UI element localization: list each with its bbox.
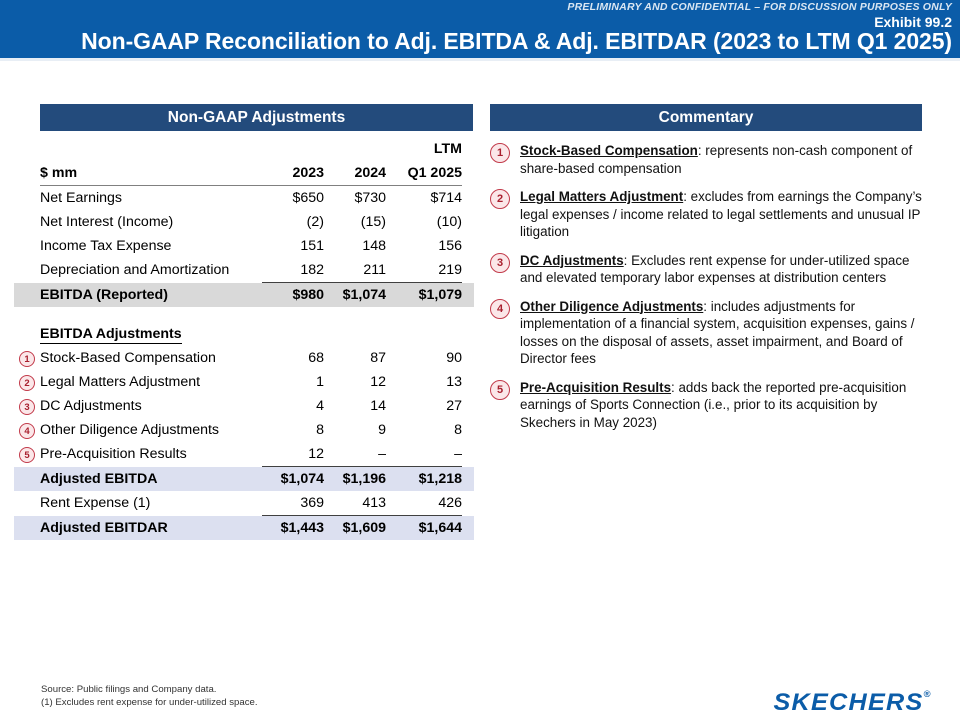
row-value: $1,609 (324, 516, 386, 541)
skechers-logo (774, 689, 932, 717)
row-pad (462, 491, 474, 516)
commentary-term: DC Adjustments (520, 252, 624, 268)
row-pad (462, 467, 474, 492)
header-pad (14, 137, 40, 161)
registered-trademark-icon: ® (923, 689, 932, 699)
row-value: 13 (446, 374, 462, 390)
marker-circle-4: 4 (19, 423, 35, 439)
commentary-item (490, 142, 930, 177)
row-value: $1,218 (386, 467, 462, 492)
row-label: DC Adjustments (40, 398, 142, 414)
commentary-marker (490, 379, 520, 400)
header-pad (14, 161, 40, 186)
row-marker-empty (14, 516, 40, 541)
commentary-item (490, 188, 930, 241)
commentary-text (520, 142, 930, 177)
commentary-text (520, 252, 930, 287)
table-subheading-text: EBITDA Adjustments (40, 326, 182, 342)
commentary-term: Other Diligence Adjustments (520, 298, 704, 314)
row-pad (462, 283, 474, 308)
row-pad (462, 234, 474, 258)
row-value: $1,079 (386, 283, 462, 308)
row-marker (14, 442, 40, 467)
column-header-top (262, 137, 324, 161)
commentary-marker (490, 142, 520, 163)
row-value: (10) (436, 214, 462, 230)
row-value: $650 (262, 186, 324, 211)
table-row (14, 346, 474, 370)
commentary-description: : adds back the reported pre-acquisition earnings of Sports Connection (i.e., prior to its acquisition by Skechers in May 2023) (520, 379, 907, 430)
row-value: – (378, 446, 386, 462)
commentary-description: : represents non-cash component of share-based compensation (520, 143, 913, 176)
table-row (14, 370, 474, 394)
row-value: 219 (438, 262, 462, 278)
table-subheading (40, 322, 474, 346)
page-title: Non-GAAP Reconciliation to Adj. EBITDA & Adj. EBITDAR (2023 to LTM Q1 2025) (81, 28, 952, 54)
column-header: Q1 2025 (407, 165, 462, 181)
row-label: Legal Matters Adjustment (40, 374, 201, 390)
skechers-logo-text: SKECHERS (773, 689, 924, 716)
row-value: 151 (300, 238, 324, 254)
commentary-term: Pre-Acquisition Results (520, 379, 672, 395)
row-value: 1 (316, 374, 324, 390)
row-value: $1,196 (324, 467, 386, 492)
section-header-non-gaap-adjustments (40, 104, 473, 131)
row-marker-empty (14, 234, 40, 258)
section-header-non-gaap-label: Non-GAAP Adjustments (167, 108, 346, 126)
commentary-text (520, 379, 930, 432)
row-value: $1,644 (386, 516, 462, 541)
row-pad (462, 442, 474, 467)
commentary-list (490, 142, 930, 442)
row-value: $1,443 (262, 516, 324, 541)
footnote-block (41, 684, 258, 709)
row-value: 426 (438, 495, 462, 511)
table-row (14, 467, 474, 492)
table-row (14, 516, 474, 541)
non-gaap-reconciliation-table (14, 137, 474, 540)
commentary-description: : includes adjustments for implementation of a financial system, acquisition expenses, gains / losses on the disposal of assets, asset impairment, and Board of Director fees (520, 298, 915, 366)
row-marker (14, 370, 40, 394)
table-row (14, 283, 474, 308)
row-marker-empty (14, 491, 40, 516)
commentary-marker (490, 298, 520, 319)
row-value: 182 (300, 262, 324, 278)
row-value: 8 (454, 422, 462, 438)
row-value: $714 (386, 186, 462, 211)
table-row (14, 394, 474, 418)
row-value: $1,074 (324, 283, 386, 308)
column-header: 2024 (354, 165, 386, 181)
row-value: (2) (306, 214, 324, 230)
commentary-item (490, 298, 930, 368)
row-pad (462, 418, 474, 442)
row-value: 27 (446, 398, 462, 414)
row-pad (462, 210, 474, 234)
commentary-term: Stock-Based Compensation (520, 143, 698, 158)
commentary-marker (490, 252, 520, 273)
marker-circle-2: 2 (19, 375, 35, 391)
footnote-source: Source: Public filings and Company data. (41, 684, 217, 695)
marker-circle-3: 3 (19, 399, 35, 415)
row-label: Stock-Based Compensation (40, 350, 216, 366)
header-pad (462, 161, 474, 186)
row-label: Net Interest (Income) (40, 214, 174, 230)
marker-circle-1: 1 (19, 351, 35, 367)
row-value: $1,074 (262, 467, 324, 492)
exhibit-label: Exhibit 99.2 (874, 14, 952, 30)
row-value: 369 (300, 495, 324, 511)
marker-circle-1: 1 (490, 143, 510, 163)
financial-table (14, 137, 474, 540)
row-label: Income Tax Expense (40, 238, 172, 254)
column-header: 2023 (292, 165, 324, 181)
row-marker-empty (14, 467, 40, 492)
table-row (14, 258, 474, 283)
table-row (14, 210, 474, 234)
row-value: 8 (316, 422, 324, 438)
commentary-text (520, 298, 930, 368)
table-subheading-row (14, 322, 474, 346)
table-row (14, 234, 474, 258)
marker-circle-2: 2 (490, 189, 510, 209)
row-value: 9 (378, 422, 386, 438)
row-label: Other Diligence Adjustments (40, 422, 220, 438)
header-pad (462, 137, 474, 161)
table-row (14, 491, 474, 516)
subheading-pad (14, 322, 40, 346)
row-pad (462, 258, 474, 283)
row-value: – (454, 446, 462, 462)
commentary-marker (490, 188, 520, 209)
row-label: Pre-Acquisition Results (40, 446, 187, 463)
row-marker-empty (14, 210, 40, 234)
row-value: 413 (362, 495, 386, 511)
row-marker (14, 394, 40, 418)
column-header-top-ltm: LTM (433, 141, 462, 157)
section-header-commentary (490, 104, 922, 131)
row-pad (462, 394, 474, 418)
confidentiality-notice: PRELIMINARY AND CONFIDENTIAL – FOR DISCUSSION PURPOSES ONLY (567, 1, 952, 13)
commentary-item (490, 379, 930, 432)
row-value: 211 (363, 262, 386, 278)
row-value: 90 (446, 350, 462, 366)
row-label: Net Earnings (40, 186, 262, 211)
row-pad (462, 186, 474, 211)
row-pad (462, 346, 474, 370)
row-label: EBITDA (Reported) (40, 283, 262, 308)
row-marker-empty (14, 283, 40, 308)
row-label: Adjusted EBITDA (40, 467, 262, 492)
row-value: 4 (316, 398, 324, 414)
row-value: 148 (362, 238, 386, 254)
table-row (14, 442, 474, 467)
row-marker (14, 418, 40, 442)
units-label: $ mm (40, 165, 78, 181)
table-row (14, 186, 474, 211)
row-value: 87 (370, 350, 386, 366)
marker-circle-5: 5 (490, 380, 510, 400)
row-marker-empty (14, 258, 40, 283)
commentary-item (490, 252, 930, 287)
header-pad (40, 137, 262, 161)
row-label: Adjusted EBITDAR (40, 516, 262, 541)
banner-underline (0, 58, 960, 61)
row-label: Rent Expense (1) (40, 495, 151, 512)
commentary-description: : Excludes rent expense for under-utilized space and elevated temporary labor expenses at distribution centers (520, 252, 910, 285)
row-value: 156 (438, 238, 462, 254)
spacer-cell (14, 307, 474, 322)
commentary-term: Legal Matters Adjustment (520, 189, 684, 204)
commentary-text (520, 188, 930, 241)
marker-circle-3: 3 (490, 253, 510, 273)
row-pad (462, 370, 474, 394)
row-marker-empty (14, 186, 40, 211)
row-label: Depreciation and Amortization (40, 262, 230, 279)
row-pad (462, 516, 474, 541)
marker-circle-4: 4 (490, 299, 510, 319)
column-header-top (324, 137, 386, 161)
row-marker (14, 346, 40, 370)
row-value: 12 (308, 446, 324, 462)
marker-circle-5: 5 (19, 447, 35, 463)
row-value: 12 (370, 374, 386, 390)
table-header-row (14, 161, 474, 186)
commentary-description: : excludes from earnings the Company’s legal expenses / income related to legal settlements and unusual IP litigation (520, 189, 922, 239)
table-row (14, 418, 474, 442)
row-value: 68 (308, 350, 324, 366)
table-header-top (14, 137, 474, 161)
table-spacer (14, 307, 474, 322)
row-value: $980 (262, 283, 324, 308)
footnote-1: (1) Excludes rent expense for under-utilized space. (41, 696, 258, 708)
row-value: $730 (324, 186, 386, 211)
section-header-commentary-label: Commentary (658, 108, 754, 126)
row-value: (15) (360, 214, 386, 230)
row-value: 14 (370, 398, 386, 414)
